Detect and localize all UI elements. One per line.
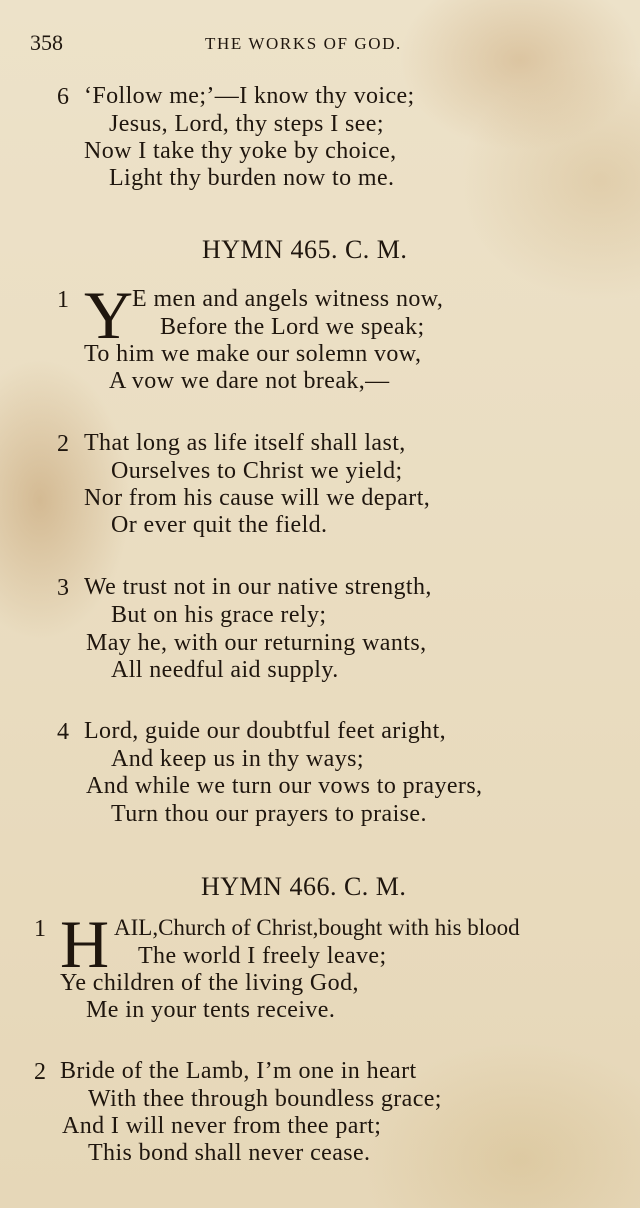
verse-line: May he, with our returning wants,	[86, 630, 427, 656]
verse-line: But on his grace rely;	[111, 602, 327, 628]
verse-line: We trust not in our native strength,	[84, 574, 432, 600]
verse-line: With thee through boundless grace;	[88, 1086, 442, 1112]
verse-line: And keep us in thy ways;	[111, 746, 364, 772]
running-head: THE WORKS OF GOD.	[205, 34, 402, 53]
verse-number: 1	[34, 916, 46, 942]
verse-line: To him we make our solemn vow,	[84, 341, 422, 367]
drop-cap: Y	[84, 277, 134, 353]
verse-line: ‘Follow me;’—I know thy voice;	[84, 83, 415, 109]
verse-number: 6	[57, 84, 69, 110]
verse-line: Lord, guide our doubtful feet aright,	[84, 718, 447, 744]
verse-line: Light thy burden now to me.	[109, 165, 395, 191]
verse-line: Or ever quit the field.	[111, 512, 328, 538]
verse-line: And while we turn our vows to prayers,	[86, 773, 483, 799]
hymn-title: HYMN 465. C. M.	[202, 235, 408, 264]
hymn-title: HYMN 466. C. M.	[201, 872, 407, 901]
verse-number: 1	[57, 287, 69, 313]
verse-number: 2	[34, 1059, 46, 1085]
verse-line: Now I take thy yoke by choice,	[84, 138, 397, 164]
verse-number: 2	[57, 431, 69, 457]
verse-line: Ourselves to Christ we yield;	[111, 458, 403, 484]
verse-number: 3	[57, 575, 69, 601]
verse-line: Ye children of the living God,	[60, 970, 359, 996]
verse-line: Before the Lord we speak;	[160, 314, 425, 340]
verse-line: Turn thou our prayers to praise.	[111, 801, 427, 827]
verse-line: Bride of the Lamb, I’m one in heart	[60, 1058, 417, 1084]
verse-line: AIL,Church of Christ,bought with his blood	[114, 915, 520, 940]
verse-line: That long as life itself shall last,	[84, 430, 406, 456]
page-number: 358	[30, 30, 63, 55]
verse-line: The world I freely leave;	[138, 943, 387, 969]
verse-line: Jesus, Lord, thy steps I see;	[109, 111, 384, 137]
verse-line: And I will never from thee part;	[62, 1113, 382, 1139]
verse-line: Me in your tents receive.	[86, 997, 336, 1023]
drop-cap: H	[60, 906, 110, 982]
verse-line: E men and angels witness now,	[132, 286, 444, 312]
verse-line: Nor from his cause will we depart,	[84, 485, 431, 511]
verse-line: This bond shall never cease.	[88, 1140, 371, 1166]
verse-line: A vow we dare not break,—	[109, 368, 390, 394]
verse-number: 4	[57, 719, 69, 745]
verse-line: All needful aid supply.	[111, 657, 339, 683]
